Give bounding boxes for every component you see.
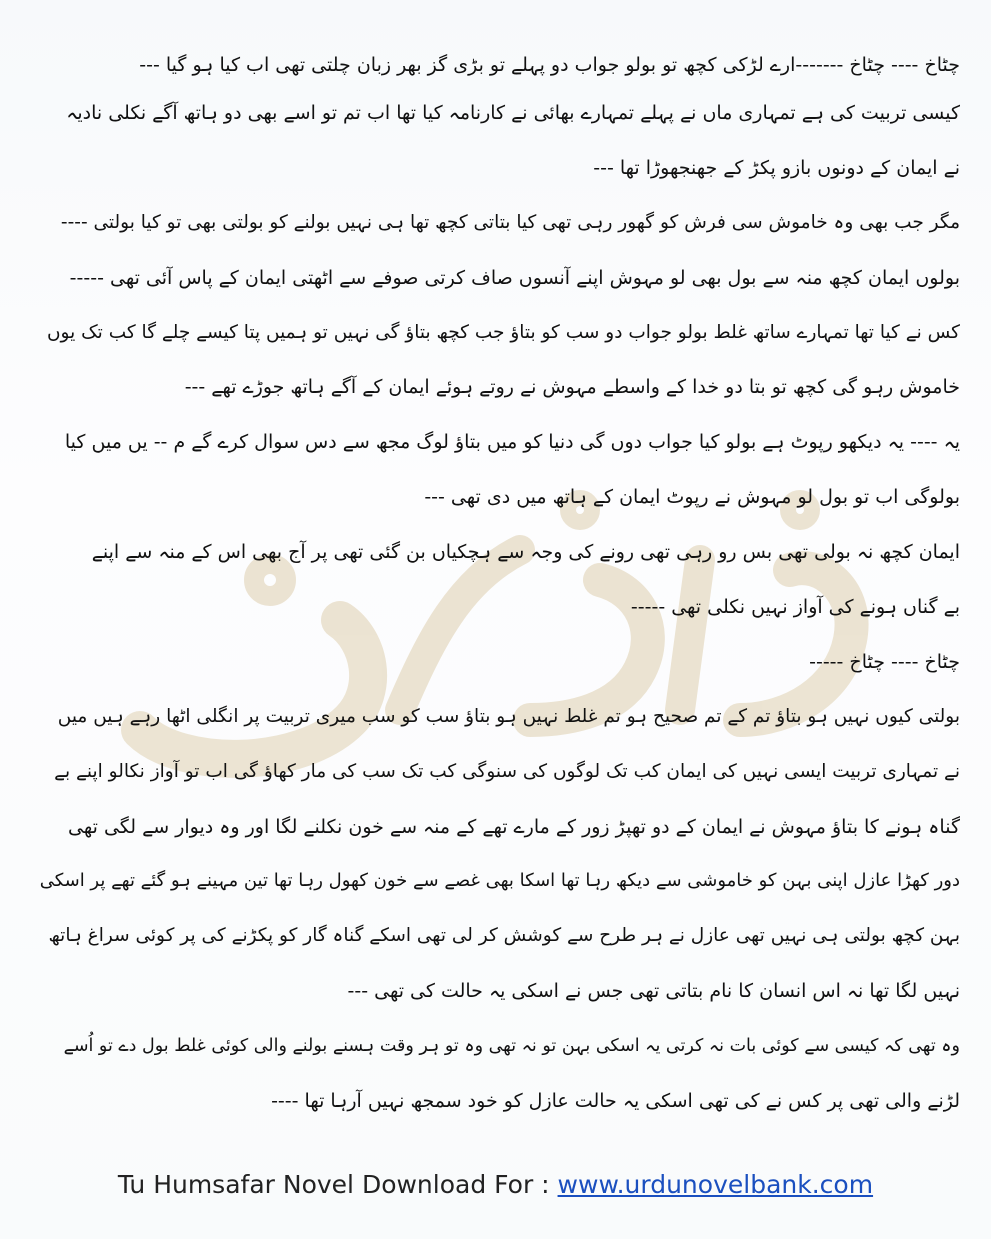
text-line: بے گناں ہونے کی آواز نہیں نکلی تھی ----- — [630, 596, 960, 619]
text-line: نے تمہاری تربیت ایسی نہیں کی ایمان کب تک لوگوں کی سنوگی کب تک سب کی مار کھاؤ گی اب تو آواز نکالو اپنے بے — [54, 760, 960, 782]
novel-text — [40, 44, 960, 1129]
text-line: نہیں لگا تھا نہ اس انسان کا نام بتاتی تھی جس نے اسکی یہ حالت کی تھی --- — [347, 980, 960, 1003]
text-line: چٹاخ ---- چٹاخ -------ارے لڑکی کچھ تو بولو جواب دو پہلے تو بڑی گز بھر زبان چلتی تھی اب کیا ہو گیا --- — [139, 54, 960, 76]
text-line: گناہ ہونے کا بتاؤ مہوش نے ایمان کے دو تھپڑ زور کے مارے تھے کے منہ سے خون نکلنے لگا اور وہ دیوار سے لگی تھی — [68, 815, 960, 838]
text-line: کیسی تربیت کی ہے تمہاری ماں نے پہلے تمہارے بھائی نے کارنامہ کیا تھا اب تم تو اسے بھی دو ہاتھ آگے نکلی نادیہ — [66, 102, 960, 124]
text-line: خاموش رہو گی کچھ تو بتا دو خدا کے واسطے مہوش نے روتے ہوئے ایمان کے آگے ہاتھ جوڑے تھے --- — [184, 376, 960, 399]
download-footer — [0, 1170, 991, 1199]
text-line: بولوں ایمان کچھ منہ سے بول بھی لو مہوش اپنے آنسوں صاف کرتی صوفے سے اٹھتی ایمان کے پاس آئی تھی ----- — [69, 266, 960, 289]
footer-caption: Tu Humsafar Novel Download For : — [117, 1170, 558, 1199]
text-line: مگر جب بھی وہ خاموش سی فرش کو گھور رہی تھی کیا بتاتی کچھ تھا ہی نہیں بولنے کو بولتی بھی تو کیا بولتی ---- — [60, 211, 960, 233]
text-line: بولتی کیوں نہیں ہو بتاؤ تم کے تم صحیح ہو تم غلط نہیں ہو بتاؤ سب کو سب میری تربیت پر انگلی اٹھا رہے ہیں میں — [57, 705, 960, 727]
text-line: وہ تھی کہ کیسی سے کوئی بات نہ کرتی یہ اسکی بہن تو نہ تھی وہ تو ہر وقت ہسنے بولنے والی کوئی غلط بول دے تو اُسے — [63, 1036, 960, 1057]
text-line: دور کھڑا عازل اپنی بہن کو خاموشی سے دیکھ رہا تھا اسکا بھی غصے سے خون کھول رہا تھا تین مہینے ہو گئے تھے پر اسکی — [40, 870, 960, 892]
website-link[interactable]: www.urdunovelbank.com — [557, 1170, 874, 1199]
text-line: لڑنے والی تھی پر کس نے کی تھی اسکی یہ حالت عازل کو خود سمجھ نہیں آرہا تھا ---- — [271, 1090, 960, 1113]
text-line: بہن کچھ بولتی ہی نہیں تھی عازل نے ہر طرح سے کوشش کر لی تھی اسکے گناہ گار کو پکڑنے کی پر کوئی سراغ ہاتھ — [48, 925, 960, 947]
text-line: نے ایمان کے دونوں بازو پکڑ کے جھنجھوڑا تھا --- — [593, 156, 960, 179]
text-line: کس نے کیا تھا تمہارے ساتھ غلط بولو جواب دو سب کو بتاؤ جب کچھ بتاؤ گی نہیں تو ہمیں پتا کیسے چلے گا کب تک یوں — [46, 321, 960, 343]
text-line: چٹاخ ---- چٹاخ ----- — [809, 650, 960, 673]
text-line: یہ ---- یہ دیکھو رپوٹ ہے بولو کیا جواب دوں گی دنیا کو میں بتاؤ لوگ مجھ سے دس سوال کرے گے م -- یں میں کیا — [64, 431, 960, 454]
text-line: بولوگی اب تو بول لو مہوش نے رپوٹ ایمان کے ہاتھ میں دی تھی --- — [424, 486, 960, 509]
text-line: ایمان کچھ نہ بولی تھی بس رو رہی تھی رونے کی وجہ سے ہچکیاں بن گئی تھی پر آج بھی اس کے منہ سے اپنے — [91, 541, 960, 564]
